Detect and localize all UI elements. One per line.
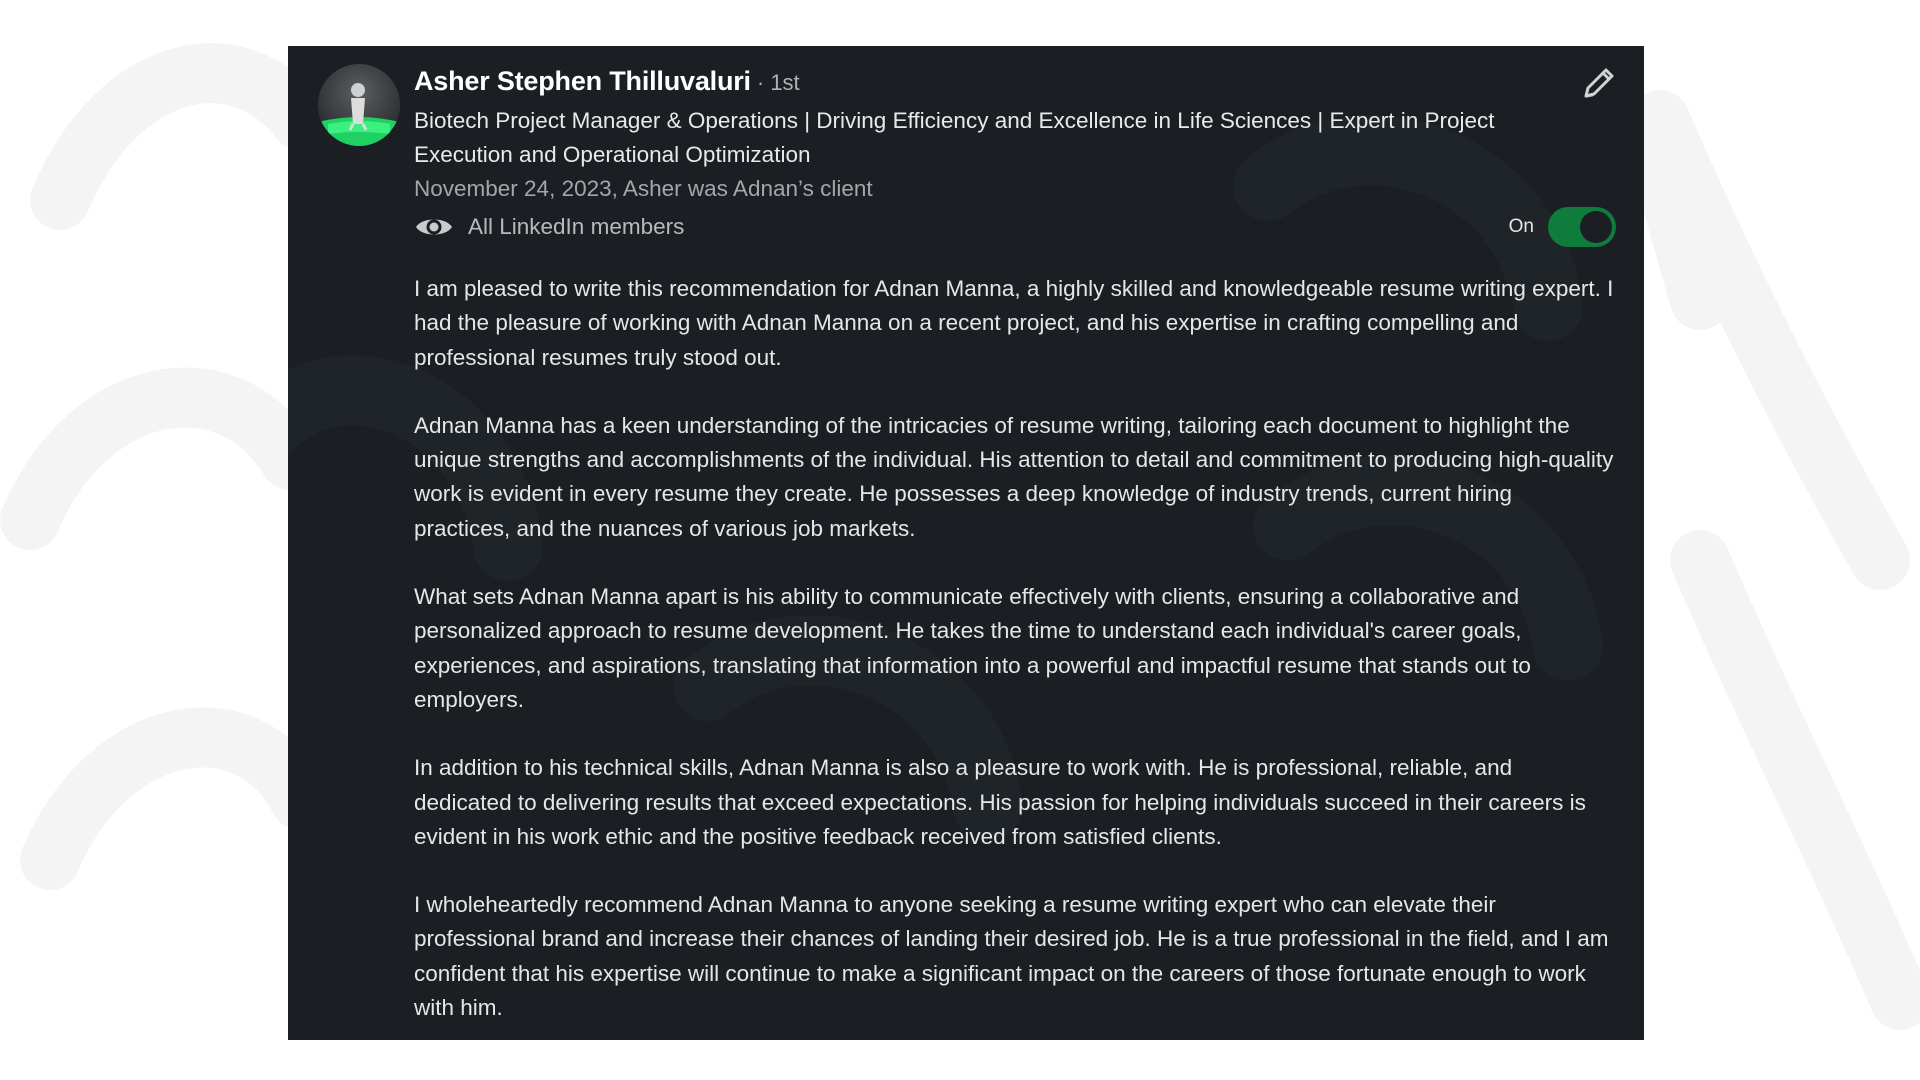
recommendation-paragraph: I am pleased to write this recommendation for Adnan Manna, a highly skilled and knowledgeable resume writing expert. I had the pleasure of working with Adnan Manna on a recent project, and his expertise in crafting compelling and professional resumes truly stood out. — [414, 276, 1614, 370]
visibility-label: All LinkedIn members — [468, 214, 685, 239]
recommendation-card — [288, 46, 1644, 1040]
visibility-toggle-group — [1509, 206, 1616, 248]
recommendation-paragraph: What sets Adnan Manna apart is his ability to communicate effectively with clients, ensuring a collaborative and personalized approach to resume development. He takes the time to understand each individual's career goals, experiences, and aspirations, translating that information into a powerful and impactful resume that stands out to employers. — [414, 584, 1531, 712]
visibility-row — [414, 206, 1614, 248]
author-name[interactable]: Asher Stephen Thilluvaluri — [414, 66, 751, 96]
toggle-state-label: On — [1508, 216, 1534, 237]
recommendation-body — [414, 272, 1614, 1025]
avatar-photo — [318, 64, 400, 146]
visibility-toggle[interactable] — [1548, 207, 1616, 247]
author-headline: Biotech Project Manager & Operations | Driving Efficiency and Excellence in Life Sciences | Expert in Project Execution and Operational Optimization — [414, 108, 1495, 167]
recommendation-paragraph: In addition to his technical skills, Adnan Manna is also a pleasure to work with. He is professional, reliable, and dedicated to delivering results that exceed expectations. His passion for helping individuals succeed in their careers is evident in his work ethic and the positive feedback received from satisfied clients. — [414, 755, 1586, 849]
connection-degree: · 1st — [756, 70, 800, 95]
toggle-knob — [1580, 211, 1612, 243]
relationship-date: November 24, 2023, Asher was Adnan’s client — [414, 176, 873, 201]
avatar[interactable] — [318, 64, 400, 146]
author-name-row — [414, 66, 1614, 104]
recommendation-paragraph: Adnan Manna has a keen understanding of the intricacies of resume writing, tailoring each document to highlight the unique strengths and accomplishments of the individual. His attention to detail and commitment to producing high-quality work is evident in every resume they create. He possesses a deep knowledge of industry trends, current hiring practices, and the nuances of various job markets. — [414, 412, 1614, 541]
recommendation-paragraph: I wholeheartedly recommend Adnan Manna to anyone seeking a resume writing expert who can elevate their professional brand and increase their chances of landing their desired job. He is a true professional in the field, and I am confident that his expertise will continue to make a significant impact on the careers of those fortunate enough to work with him. — [414, 892, 1609, 1021]
eye-icon — [414, 214, 454, 240]
recommendation-content — [414, 66, 1614, 1040]
